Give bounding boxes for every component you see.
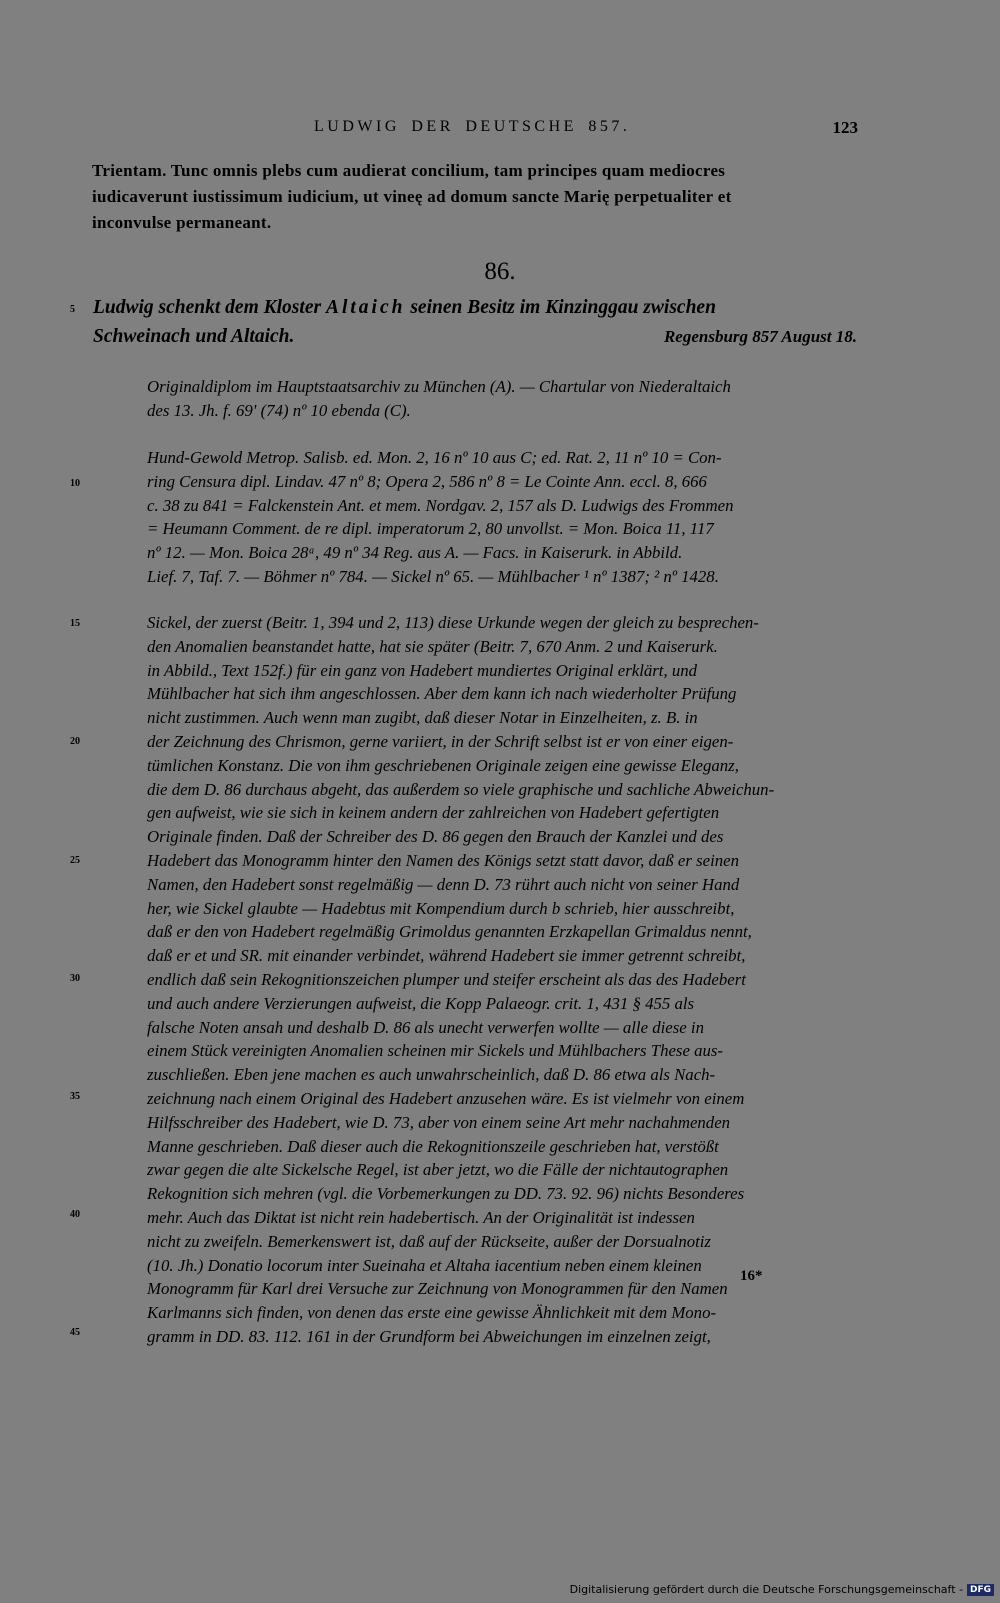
commentary-line: und auch andere Verzierungen aufweist, die Kopp Palaeogr. crit. 1, 431 § 455 als	[147, 993, 695, 1013]
page-number: 123	[832, 118, 858, 137]
commentary-line: endlich daß sein Rekognitionszeichen plumper und steifer erscheint als das des Hadebert	[147, 969, 746, 989]
commentary-line: nicht zu zweifeln. Bemerkenswert ist, daß auf der Rückseite, außer der Dorsualnotiz	[147, 1231, 711, 1251]
signature-mark: 16*	[740, 1268, 763, 1284]
commentary-line: den Anomalien beanstandet hatte, hat sie später (Beitr. 7, 670 Anm. 2 und Kaiserurk.	[147, 636, 718, 656]
line-number: 35	[70, 1091, 80, 1102]
commentary-line: tümlichen Konstanz. Die von ihm geschriebenen Originale zeigen eine gewisse Eleganz,	[147, 755, 739, 775]
commentary-line: Mühlbacher hat sich ihm angeschlossen. Aber dem kann ich nach wiederholter Prüfung	[147, 684, 737, 704]
dfg-logo[interactable]: DFG	[967, 1584, 994, 1596]
commentary-line: mehr. Auch das Diktat ist nicht rein hadebertisch. An der Originalität ist indessen	[147, 1207, 695, 1227]
regest-text-before: Ludwig schenkt dem Kloster	[93, 297, 322, 318]
editions-line: Lief. 7, Taf. 7. — Böhmer nº 784. — Sickel nº 65. — Mühlbacher ¹ nº 1387; ² nº 1428.	[147, 566, 719, 586]
commentary-line: Karlmanns sich finden, von denen das erste eine gewisse Ähnlichkeit mit dem Mono-	[147, 1303, 717, 1323]
editions-line: = Heumann Comment. de re dipl. imperatorum 2, 80 unvollst. = Mon. Boica 11, 117	[147, 519, 714, 539]
commentary-block	[147, 611, 859, 1349]
commentary-line: her, wie Sickel glaubte — Hadebtus mit Kompendium durch b schrieb, hier ausschreibt,	[147, 898, 735, 918]
document-number: 86.	[484, 258, 516, 285]
regest-line-2	[93, 322, 857, 351]
commentary-line: in Abbild., Text 152f.) für ein ganz von Hadebert mundiertes Original erklärt, und	[147, 660, 698, 680]
commentary-line: Hilfsschreiber des Hadebert, wie D. 73, aber von einem seine Art mehr nachahmenden	[147, 1112, 731, 1132]
commentary-line: gramm in DD. 83. 112. 161 in der Grundform bei Abweichungen im einzelnen zeigt,	[147, 1326, 711, 1346]
line-number: 45	[70, 1327, 80, 1338]
editions-line: Hund-Gewold Metrop. Salisb. ed. Mon. 2, 16 nº 10 aus C; ed. Rat. 2, 11 nº 10 = Con-	[147, 448, 722, 467]
line-number: 20	[70, 736, 80, 747]
running-head-title: LUDWIG DER DEUTSCHE 857.	[314, 118, 631, 135]
commentary-line: Manne geschrieben. Daß dieser auch die Rekognitionszeile geschrieben hat, verstößt	[147, 1136, 719, 1156]
line-number: 5	[70, 304, 75, 315]
commentary-line: gen aufweist, wie sie sich in keinem andern der zahlreichen von Hadebert gefertigten	[147, 803, 720, 823]
commentary-line: Originale finden. Daß der Schreiber des D. 86 gegen den Brauch der Kanzlei und des	[147, 827, 724, 847]
regest-text-after: seinen Besitz im Kinzinggau zwischen	[410, 297, 716, 318]
commentary-line: einem Stück vereinigten Anomalien scheinen mir Sickels und Mühlbachers These aus-	[147, 1041, 724, 1061]
regest-place: Altaich	[325, 297, 406, 318]
commentary-line: zeichnung nach einem Original des Hadebert anzusehen wäre. Es ist vielmehr von einem	[147, 1088, 745, 1108]
commentary-line: zuschließen. Eben jene machen es auch unwahrscheinlich, daß D. 86 etwa als Nach-	[147, 1065, 716, 1085]
editions-line: ring Censura dipl. Lindav. 47 nº 8; Opera 2, 586 nº 8 = Le Cointe Ann. eccl. 8, 666	[147, 471, 707, 491]
commentary-line: die dem D. 86 durchaus abgeht, das außerdem so viele graphische und sachliche Abweichun-	[147, 779, 775, 799]
commentary-line: zwar gegen die alte Sickelsche Regel, ist aber jetzt, wo die Fälle der nichtautographen	[147, 1160, 729, 1180]
running-head	[90, 118, 858, 142]
commentary-line: (10. Jh.) Donatio locorum inter Sueinaha et Altaha iacentium neben einem kleinen	[147, 1255, 702, 1275]
tradition-block	[147, 375, 859, 423]
regest-date: Regensburg 857 August 18.	[663, 327, 857, 346]
line-number: 10	[70, 478, 80, 489]
commentary-line: Hadebert das Monogramm hinter den Namen des Königs setzt statt davor, daß er seinen	[147, 850, 739, 870]
intro-line: inconvulse permaneant.	[92, 213, 272, 232]
editions-block	[147, 446, 859, 589]
commentary-line: falsche Noten ansah und deshalb D. 86 als unecht verwerfen wollte — alle diese in	[147, 1017, 704, 1037]
commentary-line: daß er den von Hadebert regelmäßig Grimoldus genannten Erzkapellan Grimaldus nennt,	[147, 922, 752, 942]
editions-line: c. 38 zu 841 = Falckenstein Ant. et mem. Nordgav. 2, 157 als D. Ludwigs des Frommen	[147, 495, 734, 515]
intro-line: Trientam. Tunc omnis plebs cum audierat concilium, tam principes quam mediocres	[92, 161, 726, 180]
line-number: 15	[70, 618, 80, 629]
regest-line-1	[93, 293, 857, 322]
commentary-line: nicht zustimmen. Auch wenn man zugibt, daß dieser Notar in Einzelheiten, z. B. in	[147, 708, 698, 728]
line-number: 25	[70, 855, 80, 866]
footer	[570, 1583, 994, 1596]
editions-line: nº 12. — Mon. Boica 28ᵃ, 49 nº 34 Reg. aus A. — Facs. in Kaiserurk. in Abbild.	[147, 543, 683, 563]
commentary-line: Sickel, der zuerst (Beitr. 1, 394 und 2, 113) diese Urkunde wegen der gleich zu besprechen-	[147, 613, 759, 632]
line-number: 40	[70, 1209, 80, 1220]
line-number: 30	[70, 973, 80, 984]
regest-line-2-text: Schweinach und Altaich.	[93, 326, 295, 347]
intro-line: iudicaverunt iustissimum iudicium, ut vineę ad domum sancte Marię perpetualiter et	[92, 187, 732, 206]
tradition-line: des 13. Jh. f. 69' (74) nº 10 ebenda (C).	[147, 400, 411, 420]
commentary-line: Monogramm für Karl drei Versuche zur Zeichnung von Monogrammen für den Namen	[147, 1279, 728, 1299]
commentary-line: Namen, den Hadebert sonst regelmäßig — denn D. 73 rührt auch nicht von seiner Hand	[147, 874, 740, 894]
commentary-line: daß er et und SR. mit einander verbindet, während Hadebert sie immer getrennt schreibt,	[147, 946, 746, 966]
commentary-line: der Zeichnung des Chrismon, gerne variiert, in der Schrift selbst ist er von einer eigen-	[147, 731, 734, 751]
intro-text	[92, 158, 856, 236]
commentary-line: Rekognition sich mehren (vgl. die Vorbemerkungen zu DD. 73. 92. 96) nichts Besonderes	[147, 1184, 745, 1204]
footer-text: Digitalisierung gefördert durch die Deutsche Forschungsgemeinschaft -	[569, 1583, 963, 1596]
tradition-line: Originaldiplom im Hauptstaatsarchiv zu München (A). — Chartular von Niederaltaich	[147, 377, 731, 396]
regest	[93, 293, 857, 351]
